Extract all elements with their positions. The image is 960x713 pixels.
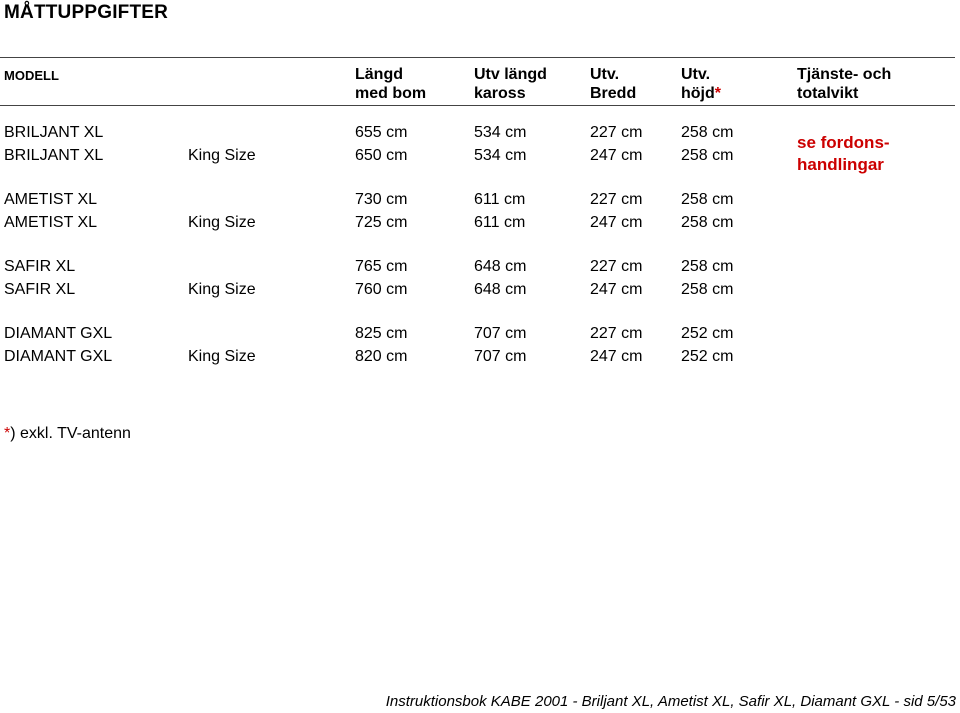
- variant-cell: King Size: [188, 147, 256, 164]
- utv-length-cell: 611 cm: [474, 191, 526, 208]
- utv-length-cell: 648 cm: [474, 281, 527, 298]
- utv-length-cell: 534 cm: [474, 147, 527, 164]
- header-bottom-rule: [0, 105, 955, 106]
- length-cell: 655 cm: [355, 124, 408, 141]
- model-cell: BRILJANT XL: [4, 124, 104, 141]
- width-cell: 247 cm: [590, 147, 643, 164]
- length-cell: 765 cm: [355, 258, 408, 275]
- header-height: Utv. höjd*: [681, 66, 721, 102]
- height-cell: 252 cm: [681, 348, 734, 365]
- model-cell: AMETIST XL: [4, 191, 98, 208]
- height-cell: 258 cm: [681, 124, 734, 141]
- header-length: Längd med bom: [355, 66, 427, 102]
- width-cell: 227 cm: [590, 325, 643, 342]
- variant-cell: King Size: [188, 214, 256, 231]
- height-cell: 252 cm: [681, 325, 734, 342]
- weight-note: se fordons- handlingar: [797, 133, 890, 174]
- length-cell: 650 cm: [355, 147, 408, 164]
- length-cell: 730 cm: [355, 191, 408, 208]
- model-cell: AMETIST XL: [4, 214, 98, 231]
- length-cell: 825 cm: [355, 325, 408, 342]
- length-cell: 725 cm: [355, 214, 408, 231]
- variant-cell: King Size: [188, 281, 256, 298]
- page-footer: Instruktionsbok KABE 2001 - Briljant XL, Ametist XL, Safir XL, Diamant GXL - sid 5/53: [385, 693, 956, 710]
- height-cell: 258 cm: [681, 281, 734, 298]
- utv-length-cell: 707 cm: [474, 325, 527, 342]
- variant-cell: King Size: [188, 348, 256, 365]
- page-title: MÅTTUPPGIFTER: [4, 2, 169, 23]
- height-cell: 258 cm: [681, 214, 734, 231]
- length-cell: 760 cm: [355, 281, 408, 298]
- length-cell: 820 cm: [355, 348, 408, 365]
- width-cell: 227 cm: [590, 191, 643, 208]
- header-utv-length: Utv längd kaross: [474, 66, 547, 102]
- footnote: *) exkl. TV-antenn: [4, 425, 131, 442]
- height-cell: 258 cm: [681, 191, 734, 208]
- utv-length-cell: 648 cm: [474, 258, 527, 275]
- model-cell: DIAMANT GXL: [4, 325, 113, 342]
- width-cell: 247 cm: [590, 281, 643, 298]
- header-model: MODELL: [4, 68, 59, 83]
- model-cell: DIAMANT GXL: [4, 348, 113, 365]
- width-cell: 247 cm: [590, 348, 643, 365]
- model-cell: SAFIR XL: [4, 258, 76, 275]
- model-cell: BRILJANT XL: [4, 147, 104, 164]
- model-cell: SAFIR XL: [4, 281, 76, 298]
- width-cell: 247 cm: [590, 214, 643, 231]
- asterisk-mark: *: [4, 425, 11, 442]
- utv-length-cell: 707 cm: [474, 348, 527, 365]
- asterisk-mark: *: [714, 85, 721, 102]
- utv-length-cell: 611 cm: [474, 214, 526, 231]
- header-width: Utv. Bredd: [590, 66, 637, 102]
- header-top-rule: [0, 57, 955, 58]
- utv-length-cell: 534 cm: [474, 124, 527, 141]
- height-cell: 258 cm: [681, 147, 734, 164]
- width-cell: 227 cm: [590, 258, 643, 275]
- width-cell: 227 cm: [590, 124, 643, 141]
- height-cell: 258 cm: [681, 258, 734, 275]
- header-weight: Tjänste- och totalvikt: [797, 66, 892, 102]
